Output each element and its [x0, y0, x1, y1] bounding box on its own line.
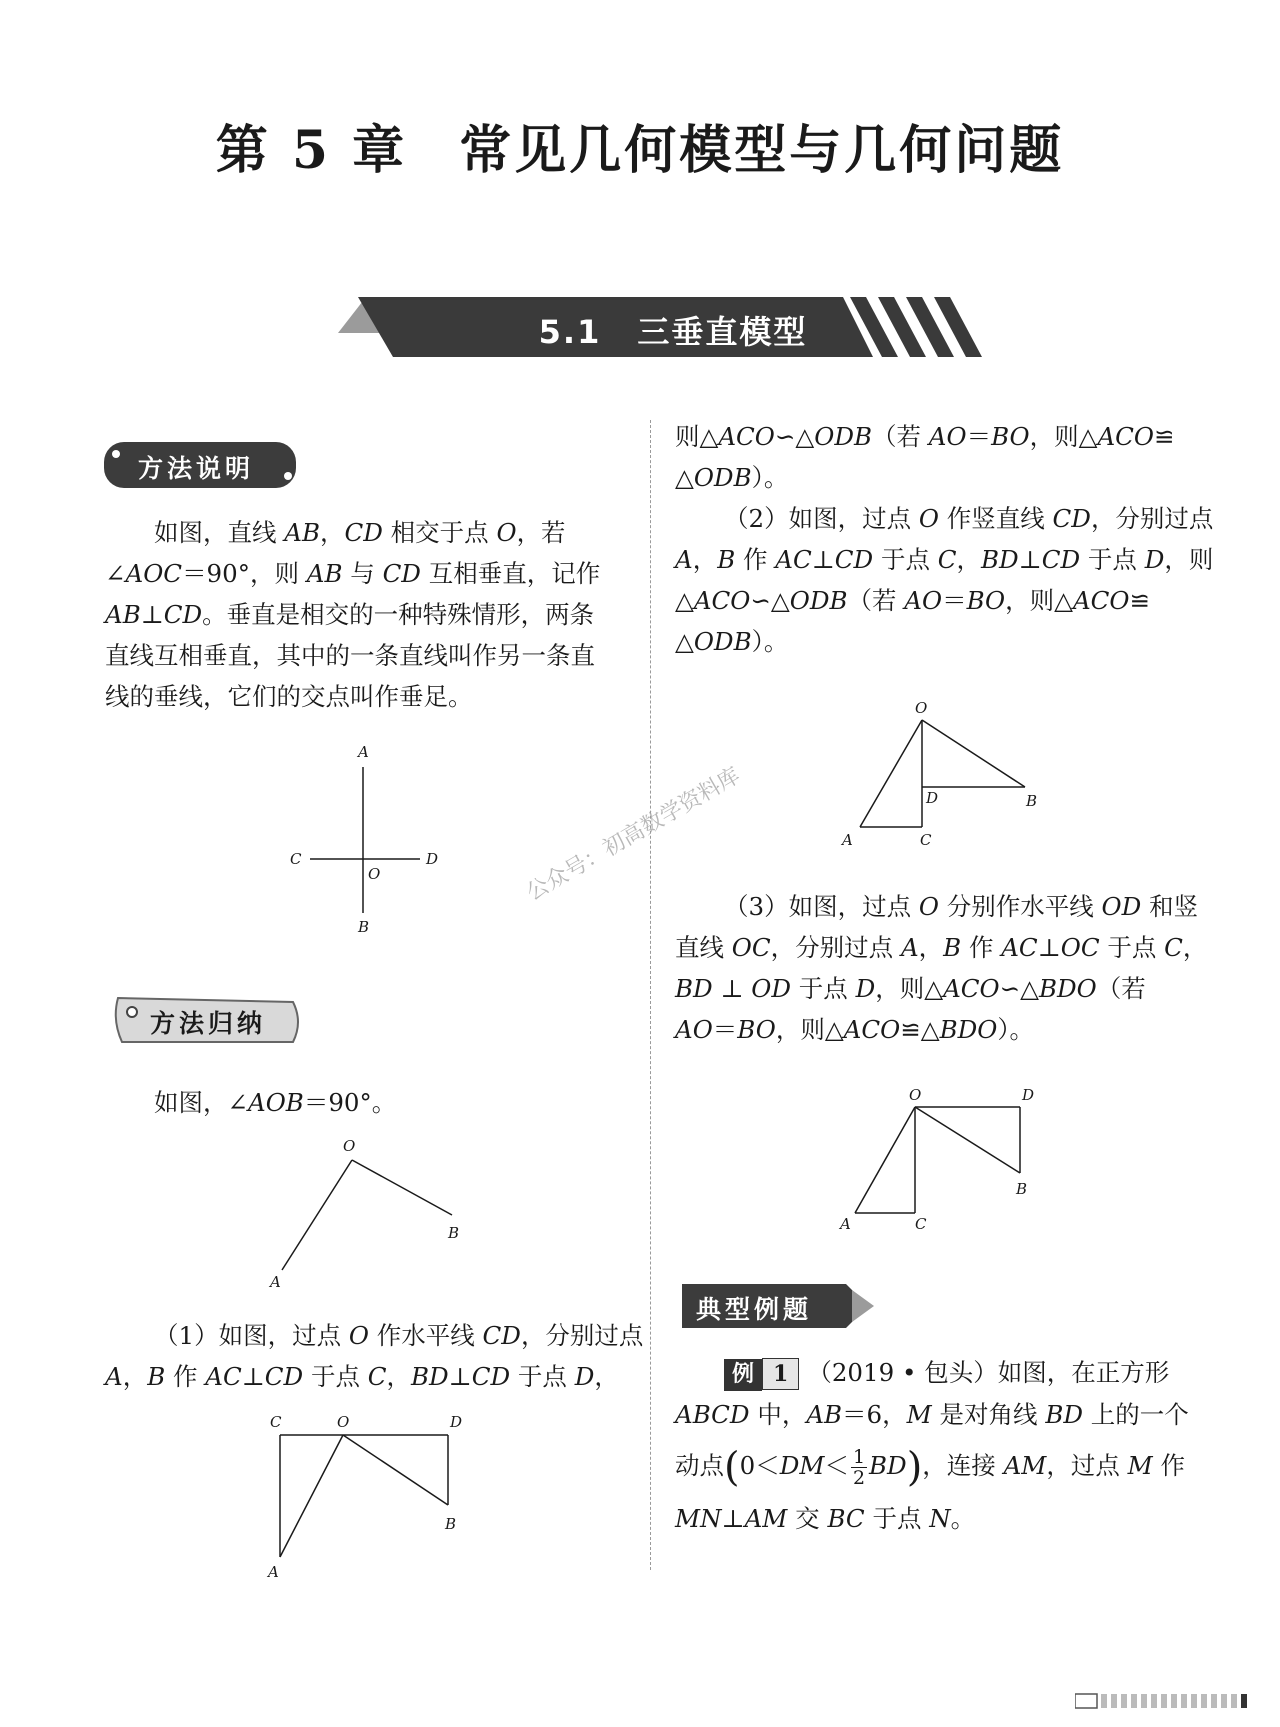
fig4-label-o: O — [915, 699, 928, 717]
section-number: 5.1 — [538, 313, 602, 351]
fig3-label-c: C — [270, 1413, 282, 1431]
case-1-conclusion: 则△ACO∽△ODB（若 AO＝BO，则△ACO≌ △ODB）。 — [675, 422, 1175, 492]
figure-perpendicular-lines — [280, 735, 460, 935]
fig3-label-o: O — [337, 1413, 350, 1431]
fig4-label-c: C — [920, 831, 932, 849]
figure-case-2 — [830, 695, 1050, 855]
fig1-label-c: C — [290, 850, 302, 868]
fig5-label-a: A — [840, 1215, 851, 1233]
figure-case-1 — [260, 1405, 480, 1585]
typical-examples-label: 典型例题 — [696, 1295, 813, 1324]
example-1: 例 1 （2019 • 包头）如图，在正方形 ABCD 中，AB＝6，M 是对角线 BD 上的一个 动点(0＜DM＜ $\frac{1}{2}$ BD)，连接 AM，过点 M 作 MN⊥AM 交 BC 于点 N。 — [675, 1358, 1189, 1533]
method-summary-tag — [108, 992, 308, 1050]
chapter-number: 第 5 章 — [215, 120, 408, 181]
section-banner — [338, 293, 1008, 361]
method-explain-label: 方法说明 — [138, 454, 255, 483]
summary-intro: 如图，∠AOB＝90°。 — [154, 1088, 397, 1117]
fig5-label-d: D — [1022, 1086, 1035, 1104]
example-source: （2019 • 包头） — [807, 1358, 998, 1387]
fig1-label-o: O — [368, 865, 381, 883]
definition-paragraph: 如图，直线 AB，CD 相交于点 O，若 ∠AOC＝90°，则 AB 与 CD 互相垂直，记作 AB⊥CD。垂直是相交的一种特殊情形，两条 直线互相垂直，其中的一条直线叫作另一条直 线的垂线，它们的交点叫作垂足。 — [105, 518, 601, 711]
fig1-label-d: D — [426, 850, 439, 868]
chapter-name: 常见几何模型与几何问题 — [459, 120, 1065, 181]
fig2-label-b: B — [448, 1224, 460, 1242]
typical-examples-tag — [678, 1280, 878, 1332]
fig2-label-o: O — [343, 1137, 356, 1155]
fig3-label-d: D — [450, 1413, 463, 1431]
case-1-paragraph: （1）如图，过点 O 作水平线 CD，分别过点 A，B 作 AC⊥CD 于点 C，BD⊥CD 于点 D， — [105, 1321, 644, 1391]
fig3-label-a: A — [268, 1563, 279, 1581]
method-summary-label: 方法归纳 — [150, 1009, 267, 1038]
case-2-paragraph: （2）如图，过点 O 作竖直线 CD，分别过点 A，B 作 AC⊥CD 于点 C，BD⊥CD 于点 D，则 △ACO∽△ODB（若 AO＝BO，则△ACO≌ △ODB）。 — [675, 504, 1214, 656]
column-divider — [650, 420, 651, 1570]
method-explain-tag — [102, 440, 302, 492]
fig5-label-o: O — [909, 1086, 922, 1104]
example-number: 1 — [762, 1358, 799, 1390]
fig4-label-a: A — [842, 831, 853, 849]
fig1-label-b: B — [358, 918, 370, 935]
chapter-title — [0, 108, 1280, 183]
fig5-label-b: B — [1016, 1180, 1028, 1198]
fig4-label-d: D — [926, 789, 939, 807]
figure-case-3 — [830, 1085, 1050, 1245]
fig1-label-a: A — [358, 743, 369, 761]
section-title: 三垂直模型 — [637, 313, 808, 351]
watermark: 公众号：初高数学资料库 — [522, 763, 745, 906]
page-indicator — [1075, 1692, 1255, 1710]
figure-right-angle — [260, 1135, 470, 1295]
section-label — [338, 307, 1008, 353]
fig5-label-c: C — [915, 1215, 927, 1233]
case-3-paragraph: （3）如图，过点 O 分别作水平线 OD 和竖 直线 OC，分别过点 A，B 作 AC⊥OC 于点 C， BD ⊥ OD 于点 D，则△ACO∽△BDO（若 AO＝BO，则△ACO≌△BDO）。 — [675, 892, 1208, 1044]
fig2-label-a: A — [270, 1273, 281, 1291]
fig3-label-b: B — [445, 1515, 457, 1533]
example-tag: 例 — [724, 1359, 762, 1391]
fig4-label-b: B — [1026, 792, 1038, 810]
